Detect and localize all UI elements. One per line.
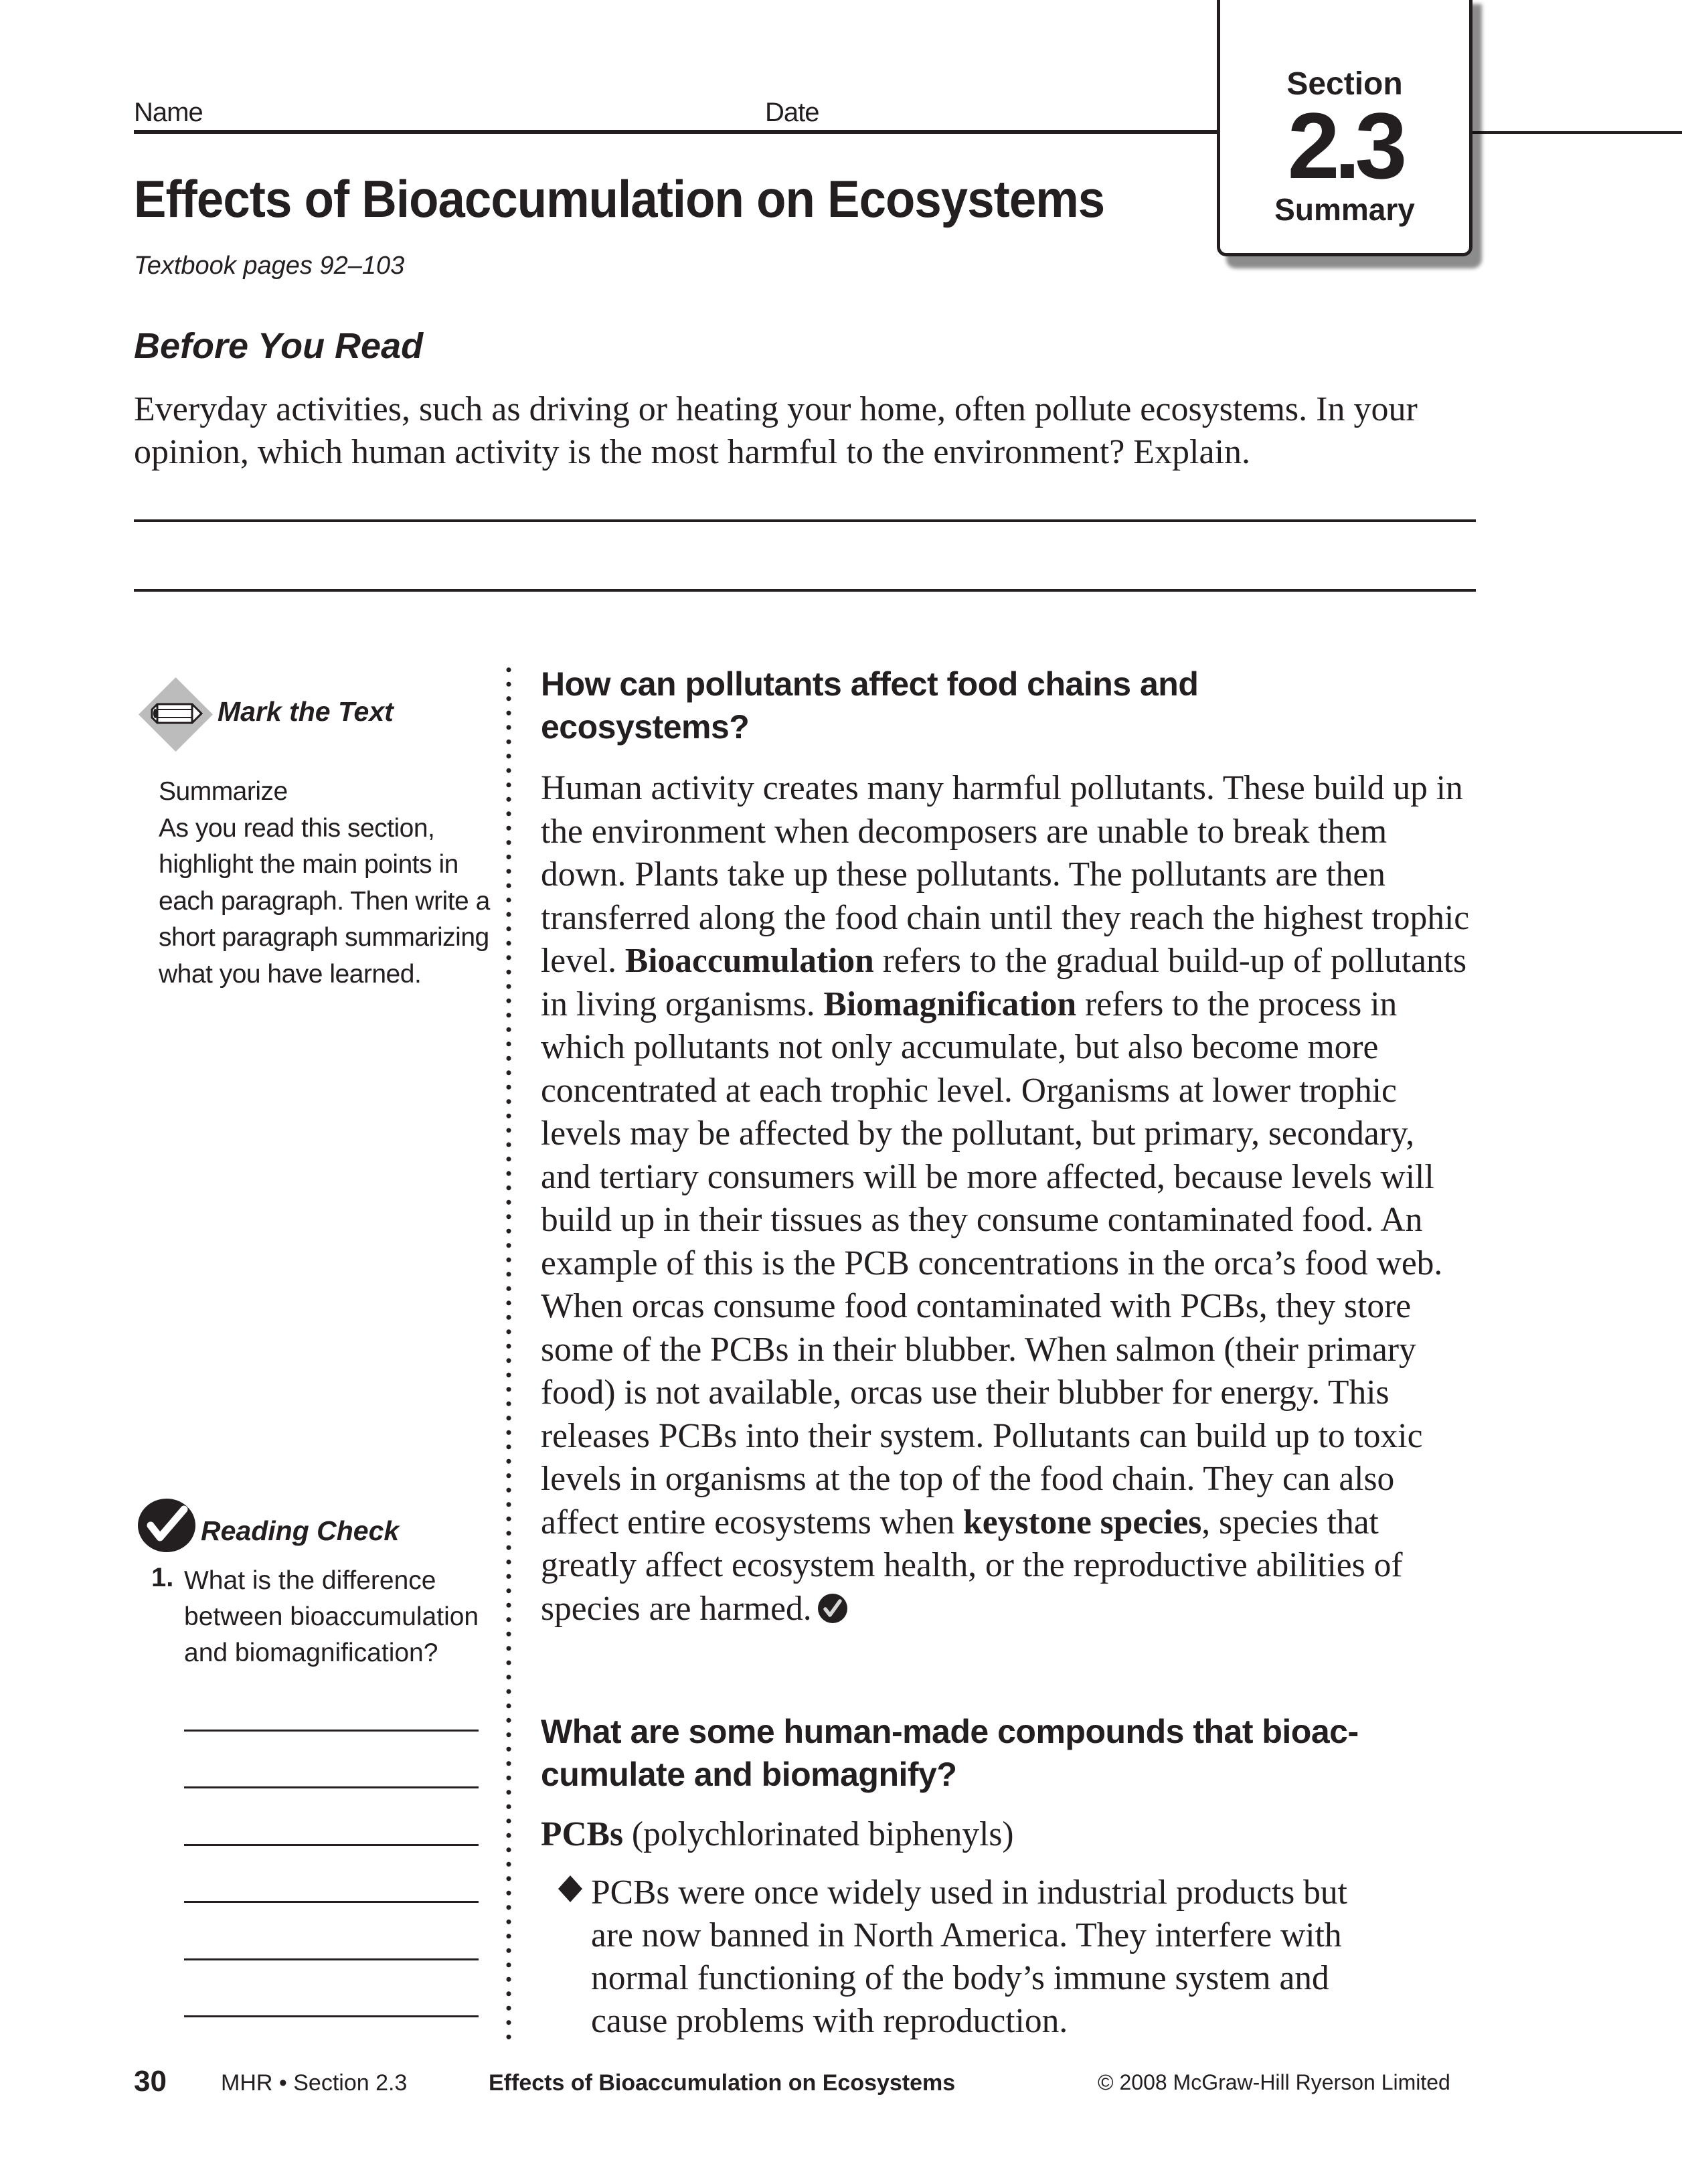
- reading-check-answer-line-6[interactable]: [184, 2015, 479, 2017]
- question-number: 1.: [151, 1563, 174, 1592]
- heading-line: How can pollutants affect food chains and: [541, 665, 1199, 703]
- bullet-line: PCBs were once widely used in industrial products but: [591, 1873, 1347, 1912]
- section-badge: [1217, 0, 1473, 256]
- instruction-line: As you read this section,: [159, 813, 435, 843]
- pcb-bullet-text: [591, 1871, 1461, 2043]
- heading-line: What are some human-made compounds that bioac-: [541, 1713, 1359, 1750]
- section-heading-pollutants: [541, 663, 1464, 748]
- textbook-pages: Textbook pages 92–103: [134, 252, 405, 280]
- bullet-line: normal functioning of the body’s immune system and: [591, 1959, 1329, 1997]
- page-number: 30: [134, 2065, 167, 2098]
- section-word: Section: [1286, 66, 1403, 102]
- reading-check-answer-line-1[interactable]: [184, 1730, 479, 1732]
- section-heading-compounds: [541, 1710, 1464, 1796]
- instruction-line: highlight the main points in: [159, 850, 458, 879]
- before-you-read-prompt: Everyday activities, such as driving or heating your home, often pollute ecosystems. In your opinion, which human activity is the most harmful to the environment? Explain.: [134, 390, 1418, 471]
- instruction-line: short paragraph summarizing: [159, 923, 489, 952]
- heading-line: ecosystems?: [541, 708, 750, 746]
- heading-line: cumulate and biomagnify?: [541, 1756, 957, 1793]
- footer-section-ref: MHR • Section 2.3: [221, 2070, 408, 2096]
- reading-check-answer-line-2[interactable]: [184, 1786, 479, 1788]
- instruction-line: each paragraph. Then write a: [159, 886, 490, 916]
- mark-the-text-instructions: [159, 774, 507, 993]
- before-you-read-heading: Before You Read: [134, 326, 424, 366]
- footer-title: Effects of Bioaccumulation on Ecosystems: [489, 2070, 956, 2096]
- compound-full-name: (polychlorinated biphenyls): [623, 1815, 1014, 1853]
- reading-check-answer-line-3[interactable]: [184, 1844, 479, 1846]
- checkmark-icon: [137, 1496, 196, 1555]
- instruction-line: what you have learned.: [159, 959, 422, 989]
- pencil-icon: [137, 676, 214, 753]
- header-rule-right: [1466, 131, 1682, 134]
- reading-check-question: [184, 1563, 505, 1671]
- reading-check-answer-line-4[interactable]: [184, 1901, 479, 1903]
- mark-the-text-title: Mark the Text: [218, 696, 394, 727]
- footer-copyright: © 2008 McGraw-Hill Ryerson Limited: [1098, 2070, 1450, 2094]
- compound-name: PCBs: [541, 1815, 624, 1853]
- reading-check-title: Reading Check: [201, 1515, 400, 1546]
- name-date-rule: [134, 130, 1218, 134]
- section-subtitle: Summary: [1274, 192, 1415, 227]
- compound-label: [541, 1813, 1471, 1857]
- question-line: and biomagnification?: [184, 1639, 438, 1667]
- bullet-line: are now banned in North America. They interfere with: [591, 1916, 1342, 1954]
- term-keystone-species: keystone species: [963, 1503, 1202, 1541]
- page-title: Effects of Bioaccumulation on Ecosystems: [134, 169, 1105, 228]
- bullet-line: cause problems with reproduction.: [591, 2002, 1068, 2040]
- term-bioaccumulation: Bioaccumulation: [624, 942, 874, 980]
- question-line: between bioaccumulation: [184, 1602, 479, 1631]
- date-label: Date: [765, 98, 819, 127]
- section-number: 2.3: [1287, 93, 1402, 198]
- reading-check-marker-icon: [817, 1592, 848, 1622]
- question-line: What is the difference: [184, 1566, 436, 1595]
- answer-line-1[interactable]: [134, 519, 1476, 522]
- pollutants-paragraph: Human activity creates many harmful pollutants. These build up in the environment when decomposers are unable to break them down. Plants take up these pollutants. The pollutants are then transferred along the food chain until they reach the highest trophic level. Bioaccumulation refers to the gradual build-up of pollutants in living organisms. Biomagnification refers to the process in which pollutants not only accumulate, but also become more concentrated at each trophic level. Organisms at lower trophic levels may be affected by the pollutant, but primary, secondary, and tertiary consumers will be more affected, because levels will build up in their tissues as they consume contaminated food. An example of this is the PCB concentrations in the orca’s food web. When orcas consume food contaminated with PCBs, they store some of the PCBs in their blubber. When salmon (their primary food) is not available, orcas use their blubber for energy. This releases PCBs into their system. Pollutants can build up to toxic levels in organisms at the top of the food chain. They can also affect entire ecosystems when keystone species, species that greatly affect ecosystem health, or the reproductive abilities of species are harmed.: [541, 769, 1470, 1628]
- term-biomagnification: Biomagnification: [823, 985, 1077, 1023]
- name-label: Name: [134, 98, 203, 127]
- answer-line-2[interactable]: [134, 589, 1476, 592]
- column-divider: [506, 663, 511, 2045]
- instruction-line: Summarize: [159, 777, 288, 806]
- reading-check-answer-line-5[interactable]: [184, 1958, 479, 1960]
- diamond-bullet-icon: [556, 1874, 585, 1911]
